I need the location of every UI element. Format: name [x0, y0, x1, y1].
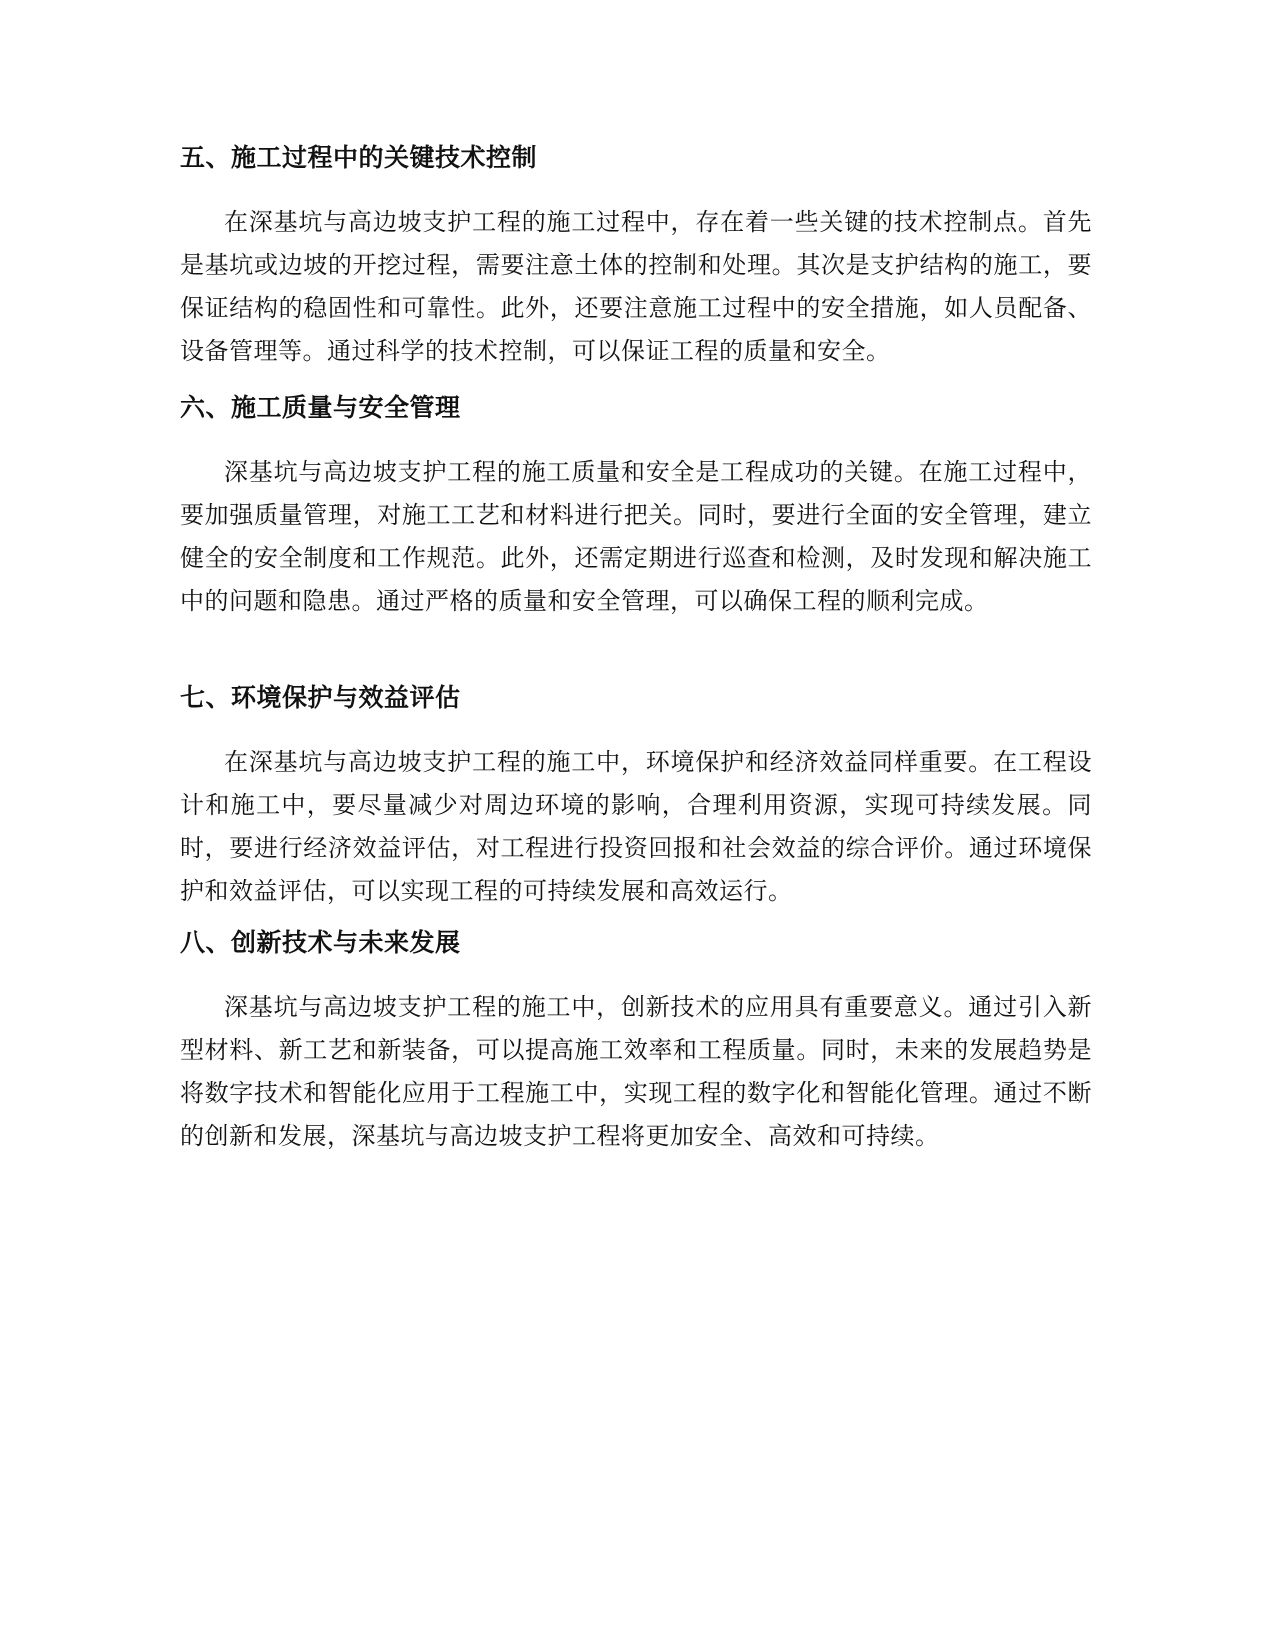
section-construction-key-tech-control — [180, 140, 1092, 373]
section-paragraph: 在深基坑与高边坡支护工程的施工中，环境保护和经济效益同样重要。在工程设计和施工中，要尽量减少对周边环境的影响，合理利用资源，实现可持续发展。同时，要进行经济效益评估，对工程进行投资回报和社会效益的综合评价。通过环境保护和效益评估，可以实现工程的可持续发展和高效运行。 — [180, 748, 1092, 905]
section-heading: 八、创新技术与未来发展 — [180, 928, 461, 957]
section-innovation-future-development — [180, 925, 1092, 1158]
section-heading: 七、环境保护与效益评估 — [180, 683, 461, 712]
section-heading: 六、施工质量与安全管理 — [180, 393, 461, 422]
section-environment-benefit-evaluation — [180, 680, 1092, 913]
section-heading: 五、施工过程中的关键技术控制 — [180, 143, 538, 172]
section-paragraph: 深基坑与高边坡支护工程的施工中，创新技术的应用具有重要意义。通过引入新型材料、新工艺和新装备，可以提高施工效率和工程质量。同时，未来的发展趋势是将数字技术和智能化应用于工程施工中，实现工程的数字化和智能化管理。通过不断的创新和发展，深基坑与高边坡支护工程将更加安全、高效和可持续。 — [180, 993, 1092, 1150]
section-quality-safety-management — [180, 390, 1092, 623]
section-paragraph: 深基坑与高边坡支护工程的施工质量和安全是工程成功的关键。在施工过程中，要加强质量管理，对施工工艺和材料进行把关。同时，要进行全面的安全管理，建立健全的安全制度和工作规范。此外，还需定期进行巡查和检测，及时发现和解决施工中的问题和隐患。通过严格的质量和安全管理，可以确保工程的顺利完成。 — [180, 458, 1092, 615]
section-paragraph: 在深基坑与高边坡支护工程的施工过程中，存在着一些关键的技术控制点。首先是基坑或边坡的开挖过程，需要注意土体的控制和处理。其次是支护结构的施工，要保证结构的稳固性和可靠性。此外，还要注意施工过程中的安全措施，如人员配备、设备管理等。通过科学的技术控制，可以保证工程的质量和安全。 — [180, 208, 1092, 365]
